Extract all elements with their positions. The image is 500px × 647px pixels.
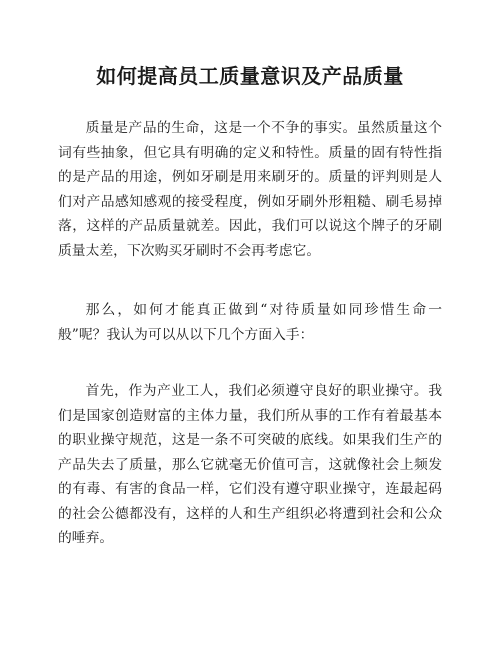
document-title: 如何提高员工质量意识及产品质量 <box>96 64 404 88</box>
paragraph-professional-ethics: 首先，作为产业工人，我们必须遵守良好的职业操守。我们是国家创造财富的主体力量，我们所从事的工作有着最基本的职业操守规范，这是一条不可突破的底线。如果我们生产的产品失去了质量，那么它就毫无价值可言，这就像社会上频发的有毒、有害的食品一样，它们没有遵守职业操守，连最起码的社会公德都没有，这样的人和生产组织必将遭到社会和公众的唾弃。 <box>58 383 442 546</box>
paragraph-quality-definition: 质量是产品的生命，这是一个不争的事实。虽然质量这个词有些抽象，但它具有明确的定义和特性。质量的固有特性指的是产品的用途，例如牙刷是用来刷牙的。质量的评判则是人们对产品感知感观的接受程度，例如牙刷外形粗糙、刷毛易掉落，这样的产品质量就差。因此，我们可以说这个牌子的牙刷质量太差，下次购买牙刷时不会再考虑它。 <box>58 120 442 259</box>
paragraph-how-to: 那么，如何才能真正做到“对待质量如同珍惜生命一般”呢？我认为可以从以下几个方面入手： <box>58 302 442 343</box>
